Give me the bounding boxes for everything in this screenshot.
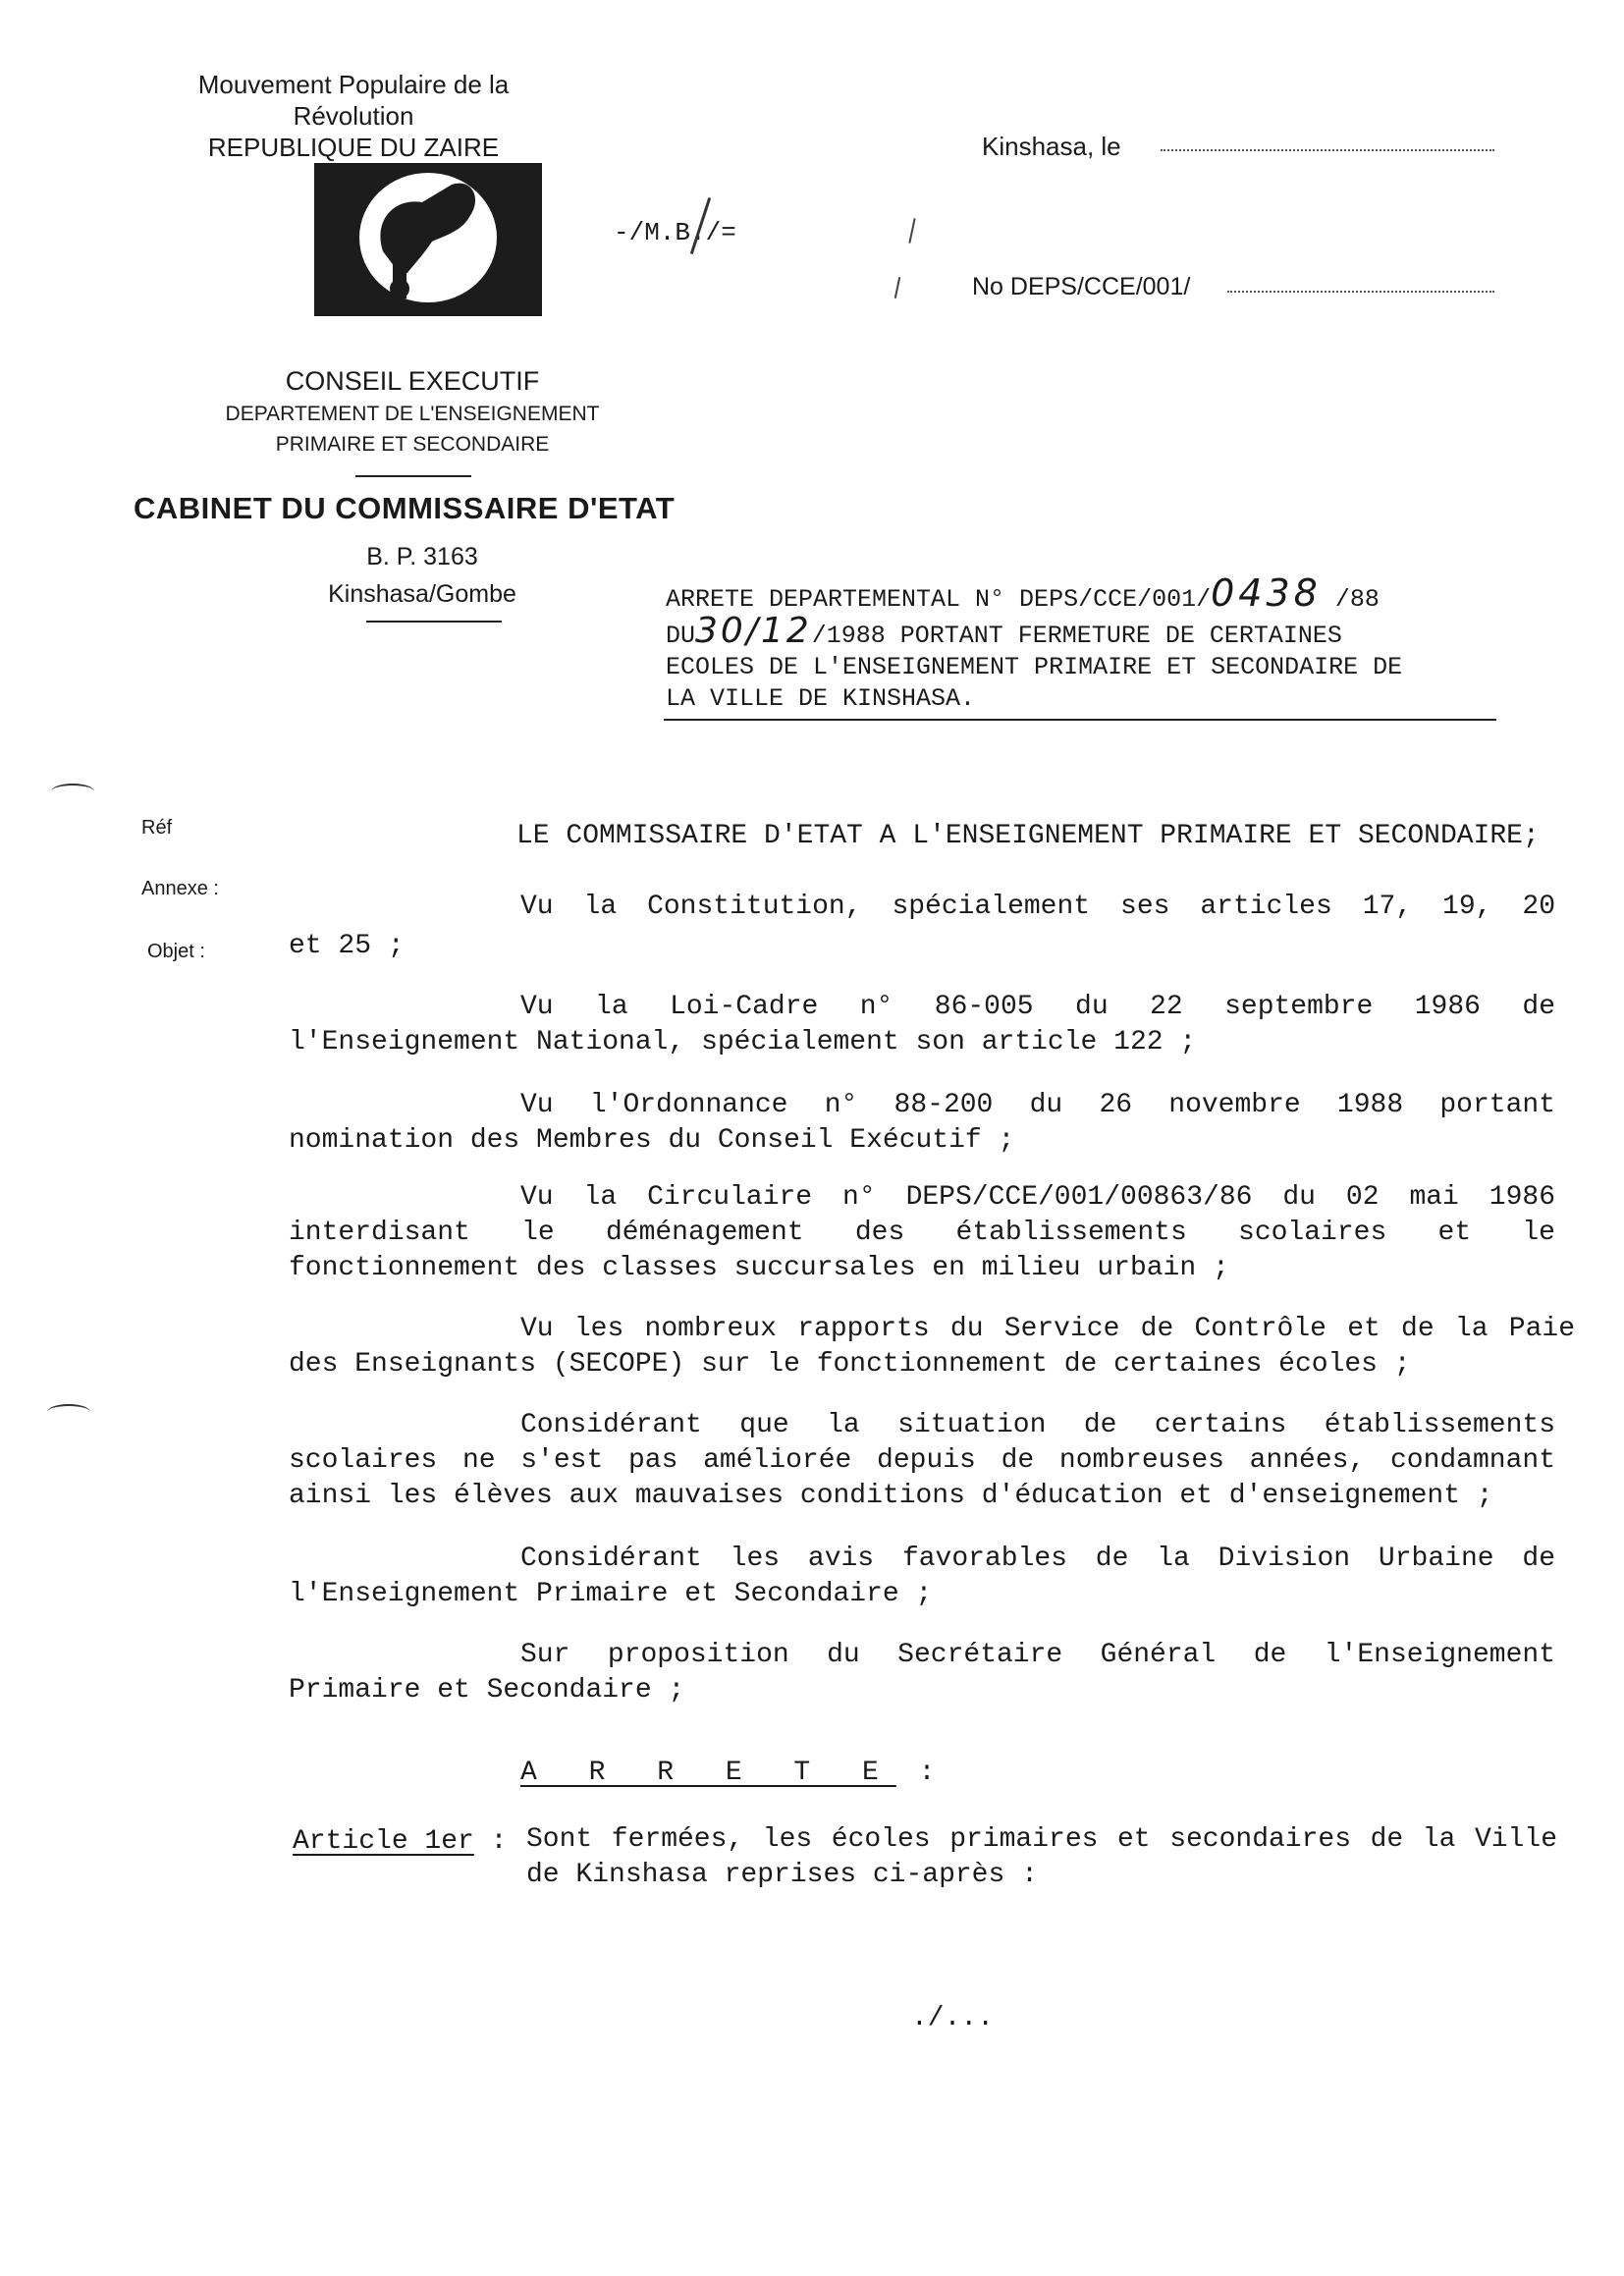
title-underline bbox=[664, 719, 1496, 721]
council-name: CONSEIL EXECUTIF bbox=[285, 366, 540, 396]
date-blank-line bbox=[1161, 149, 1494, 151]
title-line1-suffix: /88 bbox=[1334, 585, 1380, 614]
paragraph-2: Vu la Loi-Cadre n° 86-005 du 22 septembre 1986 de l'Enseignement National, spécialement son article 122 ; bbox=[289, 992, 1555, 1057]
paragraph-8: Sur proposition du Secrétaire Général de l'Enseignement Primaire et Secondaire ; bbox=[289, 1640, 1555, 1706]
paragraph-3: Vu l'Ordonnance n° 88-200 du 26 novembre 1988 portant nomination des Membres du Conseil Exécutif ; bbox=[289, 1090, 1555, 1156]
title-line2-prefix: DU bbox=[666, 622, 696, 650]
title-line3: ECOLES DE L'ENSEIGNEMENT PRIMAIRE ET SECONDAIRE DE bbox=[666, 653, 1403, 681]
cabinet-title: CABINET DU COMMISSAIRE D'ETAT bbox=[134, 491, 676, 525]
number-blank-line bbox=[1227, 291, 1494, 293]
mb-reference: -/M.B./= bbox=[614, 218, 736, 247]
continuation-mark: ./... bbox=[911, 2003, 995, 2033]
number-label: No DEPS/CCE/001/ bbox=[972, 273, 1191, 300]
handwritten-date: 30/12 bbox=[695, 611, 812, 651]
department-line-2: PRIMAIRE ET SECONDAIRE bbox=[275, 433, 550, 456]
punch-mark bbox=[47, 1404, 90, 1420]
arrete-colon: : bbox=[918, 1758, 936, 1788]
emblem-logo bbox=[314, 163, 542, 316]
objet-label: Objet : bbox=[147, 941, 205, 962]
department-line-1: DEPARTEMENT DE L'ENSEIGNEMENT bbox=[225, 403, 600, 425]
margin-tick-mark bbox=[908, 218, 915, 244]
article-colon: : bbox=[490, 1826, 508, 1857]
margin-tick-mark bbox=[894, 277, 901, 298]
decree-title bbox=[666, 571, 1510, 715]
po-box: B. P. 3163 bbox=[366, 543, 478, 570]
arrete-heading: A R R E T E bbox=[520, 1758, 896, 1788]
article-text: Sont fermées, les écoles primaires et secondaires de la Ville de Kinshasa reprises ci-après : bbox=[526, 1824, 1557, 1890]
city: Kinshasa/Gombe bbox=[328, 580, 516, 608]
ref-label: Réf bbox=[141, 817, 173, 839]
annexe-label: Annexe : bbox=[141, 878, 219, 899]
title-line1-prefix: ARRETE DEPARTEMENTAL N° DEPS/CCE/001/ bbox=[666, 585, 1212, 614]
article-label: Article 1er bbox=[293, 1826, 474, 1857]
title-line2-suffix: /1988 PORTANT FERMETURE DE CERTAINES bbox=[811, 622, 1342, 650]
paragraph-4: Vu la Circulaire n° DEPS/CCE/001/00863/86 du 02 mai 1986 interdisant le déménagement des établissements scolaires et le fonctionnement des classes succursales en milieu urbain ; bbox=[289, 1182, 1555, 1283]
punch-mark bbox=[51, 784, 94, 799]
paragraph-1-line-2: et 25 ; bbox=[289, 931, 405, 961]
place-label: Kinshasa, le bbox=[982, 132, 1121, 161]
movement-name: Mouvement Populaire de la Révolution bbox=[197, 70, 510, 131]
handwritten-number: 0438 bbox=[1211, 571, 1322, 615]
body-heading: LE COMMISSAIRE D'ETAT A L'ENSEIGNEMENT PRIMAIRE ET SECONDAIRE; bbox=[516, 821, 1540, 851]
title-line4: LA VILLE DE KINSHASA. bbox=[666, 684, 976, 713]
paragraph-6: Considérant que la situation de certains établissements scolaires ne s'est pas améliorée depuis de nombreuses années, condamnant ainsi les élèves aux mauvaises conditions d'éducation et d'enseignement ; bbox=[289, 1410, 1555, 1511]
paragraph-1-line-1: Vu la Constitution, spécialement ses articles 17, 19, 20 bbox=[520, 892, 1555, 922]
paragraph-5: Vu les nombreux rapports du Service de Contrôle et de la Paie des Enseignants (SECOPE) sur le fonctionnement de certaines écoles ; bbox=[289, 1314, 1575, 1380]
country-name: REPUBLIQUE DU ZAIRE bbox=[207, 133, 500, 162]
divider bbox=[366, 621, 502, 623]
paragraph-7: Considérant les avis favorables de la Division Urbaine de l'Enseignement Primaire et Secondaire ; bbox=[289, 1544, 1555, 1609]
divider bbox=[355, 475, 471, 477]
